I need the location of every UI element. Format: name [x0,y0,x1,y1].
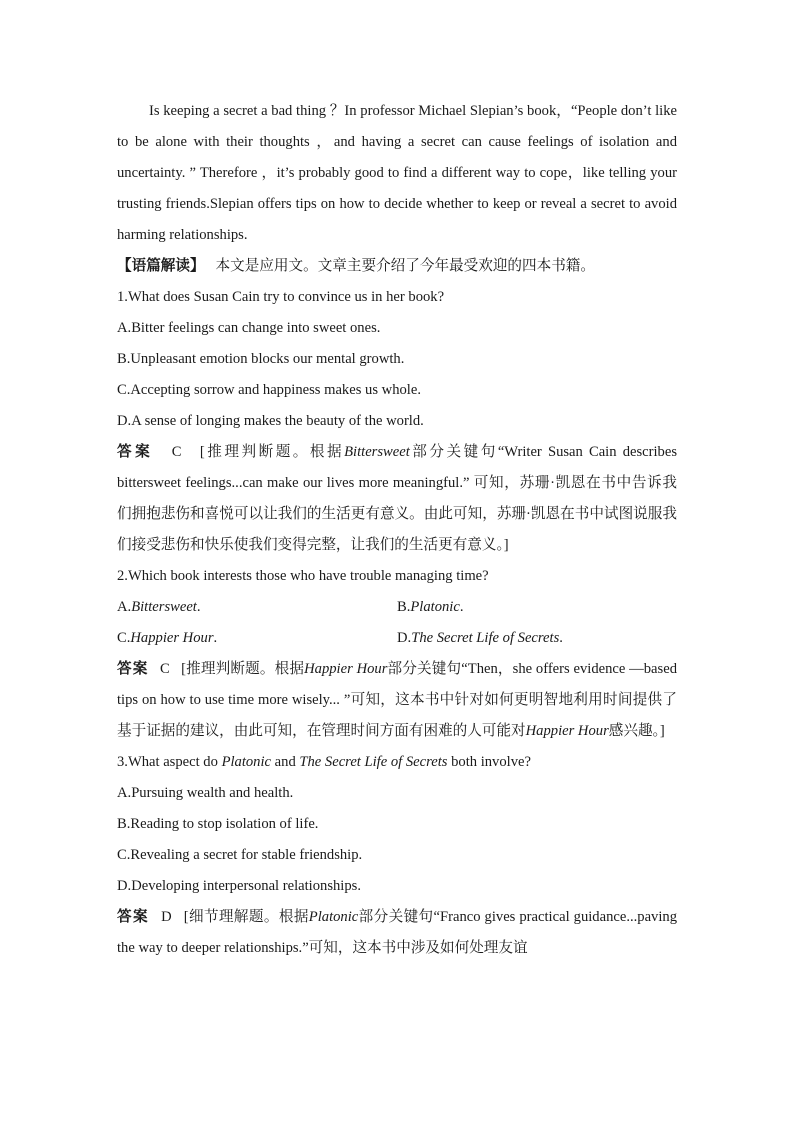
q2-option-c [117,623,397,654]
passage-paragraph: Is keeping a secret a bad thing ？In professor Michael Slepian’s book，“People don’t like to be alone with their thoughts ，and having a secret can cause feelings of isolation and uncertainty. ” Therefore ，it’s probably good to find a different way to cope，like telling your trusting friends.Slepian offers tips on how to decide whether to keep or reveal a secret to avoid harming relationships. [117,103,677,243]
q2-d-prefix: D. [397,630,412,646]
q3-option-d: D.Developing interpersonal relationships. [117,878,361,894]
q1-answer-label: 答案 [117,444,154,460]
q2-c-suffix: . [213,630,218,646]
q2-explanation-title: Happier Hour [304,661,388,677]
q1-explanation-rest: 部分关键句“Writer Susan Cain describes bittersweet feelings...can make our lives more meaningful.” 可知，苏珊·凯恩在书中告诉我们拥抱悲伤和喜悦可以让我们的生活更有意义。由此可知，苏珊·凯恩在书中试图说服我们接受悲伤和快乐使我们变得完整，让我们的生活更有意义。] [117,444,677,553]
q2-a-suffix: . [196,599,201,615]
q3-option-b: B.Reading to stop isolation of life. [117,816,319,832]
question-3 [117,747,677,778]
q3-explanation-start: [细节理解题。根据 [183,909,309,925]
q2-answer [117,654,677,747]
q2-answer-letter: C [159,661,170,677]
q1-explanation-start: [推理判断题。根据 [199,444,345,460]
q2-explanation-end: 感兴趣。] [608,723,665,739]
q1-option-c: C.Accepting sorrow and happiness makes us whole. [117,382,421,398]
q2-b-suffix: . [459,599,464,615]
question-2: 2.Which book interests those who have trouble managing time? [117,568,489,584]
q3-explanation-title: Platonic [308,909,359,925]
q3-title-2: The Secret Life of Secrets [299,754,448,770]
q1-answer [117,437,677,561]
q2-d-title: The Secret Life of Secrets [411,630,560,646]
summary-line [117,251,677,282]
q1-option-b: B.Unpleasant emotion blocks our mental growth. [117,351,405,367]
summary-text: 本文是应用文。文章主要介绍了今年最受欢迎的四本书籍。 [215,258,595,274]
q2-explanation-start: [推理判断题。根据 [181,661,305,677]
summary-label: 【语篇解读】 [117,258,205,274]
q3-option-c: C.Revealing a secret for stable friendship. [117,847,363,863]
q3-mid: and [271,754,300,770]
q3-suffix: both involve? [447,754,531,770]
q3-explanation-rest: 部分关键句“Franco gives practical guidance...paving the way to deeper relationships.”可知，这本书中涉及如何处理友谊 [117,909,677,956]
q2-a-title: Bittersweet [131,599,197,615]
q3-option-a: A.Pursuing wealth and health. [117,785,294,801]
q2-options-row-2 [117,623,677,654]
q1-option-a: A.Bitter feelings can change into sweet ones. [117,320,381,336]
q1-answer-letter: C [171,444,182,460]
q2-c-title: Happier Hour [130,630,214,646]
q3-title-1: Platonic [221,754,272,770]
q3-answer-label: 答案 [117,909,149,925]
page-content [117,96,677,964]
q2-b-title: Platonic [410,599,460,615]
q2-answer-label: 答案 [117,661,149,677]
q2-option-d [397,623,677,654]
q2-explanation-middle: 部分关键句“Then，she offers evidence —based tips on how to use time more wisely... ”可知，这本书中针对如何更明智地利用时间提供了基于证据的建议，由此可知，在管理时间方面有困难的人可能对 [117,661,677,739]
q2-b-prefix: B. [397,599,411,615]
q2-option-a [117,592,397,623]
q3-prefix: 3.What aspect do [117,754,222,770]
q1-explanation-title: Bittersweet [344,444,410,460]
q2-a-prefix: A. [117,599,132,615]
q2-explanation-title-2: Happier Hour [525,723,609,739]
q1-option-d: D.A sense of longing makes the beauty of the world. [117,413,424,429]
q2-c-prefix: C. [117,630,131,646]
q3-answer-letter: D [161,909,172,925]
q3-answer [117,902,677,964]
q2-option-b [397,592,677,623]
q2-d-suffix: . [559,630,563,646]
q2-options-row-1 [117,592,677,623]
question-1: 1.What does Susan Cain try to convince us in her book? [117,289,445,305]
